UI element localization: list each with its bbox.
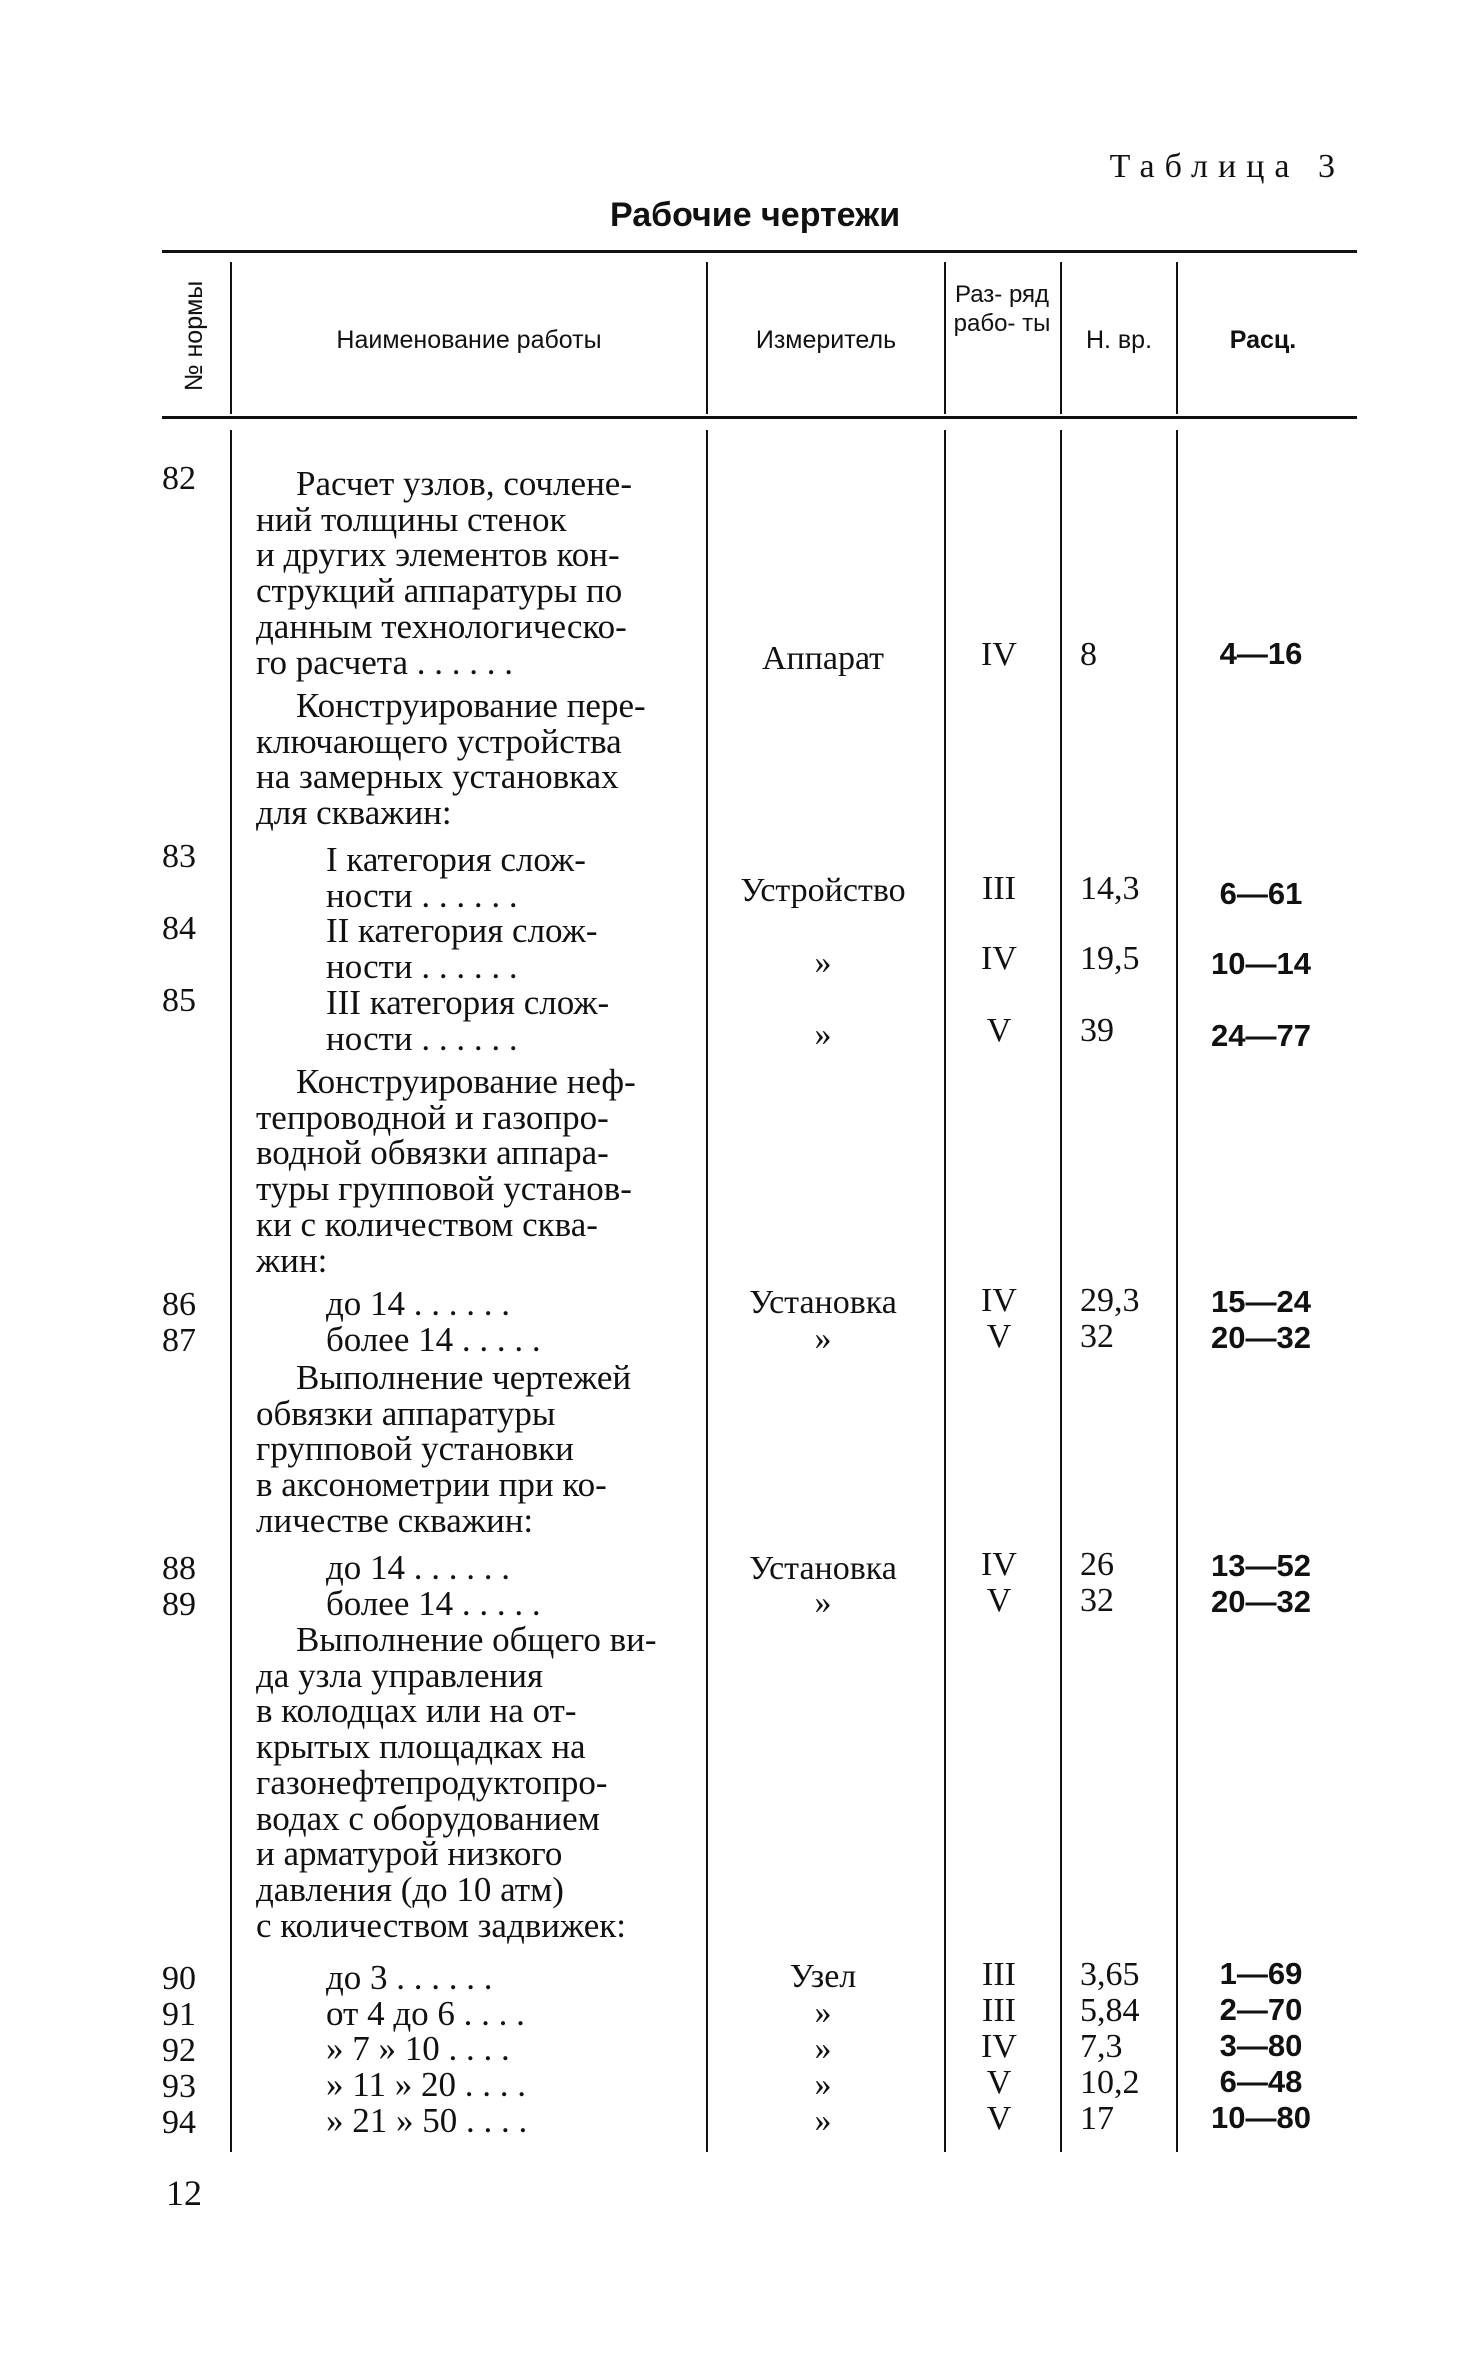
norm-number: 88 [162, 1550, 196, 1587]
hours-cell: 10,2 [1080, 2064, 1140, 2101]
grade-cell: V [986, 1582, 1012, 1619]
unit-cell: » [814, 1994, 832, 2031]
desc-line: от 4 до 6 . . . . [326, 1993, 525, 2033]
rate-cell: 13—52 [1211, 1548, 1311, 1583]
work-description [256, 688, 676, 831]
desc-line: газонефтепродуктопро- [256, 1762, 608, 1802]
hours-cell: 39 [1080, 1012, 1114, 1049]
table-title: Рабочие чертежи [610, 196, 901, 234]
rate-cell: 3—80 [1219, 2028, 1303, 2063]
desc-line: жин: [256, 1240, 328, 1280]
rate-cell: 1—69 [1219, 1956, 1303, 1991]
unit-cell: » [814, 1016, 832, 1053]
hours-cell: 7,3 [1080, 2028, 1123, 2065]
page-number: 12 [166, 2173, 202, 2213]
unit-cell: » [814, 1584, 832, 1621]
hours-cell: 32 [1080, 1318, 1114, 1355]
desc-line: обвязки аппаратуры [256, 1393, 556, 1433]
rate-cell: 24—77 [1211, 1018, 1311, 1053]
desc-line: Конструирование неф- [296, 1062, 636, 1101]
desc-line: с количеством задвижек: [256, 1905, 627, 1945]
work-description [326, 1286, 686, 1357]
desc-line: » 11 » 20 . . . . [326, 2065, 526, 2105]
header-rate: Расц. [1229, 326, 1297, 354]
hours-cell: 8 [1080, 636, 1097, 673]
norm-number: 91 [162, 1996, 196, 2033]
grade-cell: V [986, 2100, 1012, 2137]
desc-line: личестве скважин: [256, 1500, 534, 1540]
rate-cell: 15—24 [1211, 1284, 1311, 1319]
norm-number: 87 [162, 1322, 196, 1359]
body-divider [230, 430, 232, 2152]
grade-cell: V [986, 2064, 1012, 2101]
grade-cell: IV [981, 2028, 1017, 2065]
desc-line: Выполнение общего ви- [296, 1620, 657, 1659]
norm-number: 83 [162, 838, 196, 875]
desc-line: II категория слож- [326, 911, 598, 951]
desc-line: более 14 . . . . . [326, 1319, 541, 1359]
desc-line: струкций аппаратуры по [256, 571, 623, 611]
desc-line: групповой установки [256, 1429, 574, 1469]
hours-cell: 14,3 [1080, 870, 1140, 907]
grade-cell: V [986, 1012, 1012, 1049]
norm-number: 93 [162, 2068, 196, 2105]
desc-line: Конструирование пере- [296, 686, 646, 725]
header-hours: Н. вр. [1085, 326, 1153, 354]
norm-number: 86 [162, 1286, 196, 1323]
grade-cell: III [982, 870, 1016, 907]
header-unit: Измеритель [755, 326, 897, 354]
desc-line: » 21 » 50 . . . . [326, 2100, 528, 2140]
unit-cell: Узел [789, 1958, 857, 1995]
desc-line: на замерных установках [256, 757, 619, 797]
norm-number: 84 [162, 910, 196, 947]
desc-line: ний толщины стенок [256, 499, 567, 539]
grade-cell: IV [981, 1546, 1017, 1583]
grade-cell: III [982, 1956, 1016, 1993]
work-description [326, 842, 686, 1056]
desc-line: ности . . . . . . [326, 1018, 518, 1058]
desc-line: до 14 . . . . . . [326, 1548, 511, 1587]
header-name: Наименование работы [336, 326, 602, 354]
desc-line: данным технологическо- [256, 606, 627, 646]
norm-number: 94 [162, 2104, 196, 2141]
header-top-rule [162, 250, 1357, 253]
hours-cell: 17 [1080, 2100, 1114, 2137]
hours-cell: 29,3 [1080, 1282, 1140, 1319]
desc-line: го расчета . . . . . . [256, 642, 513, 682]
hours-cell: 32 [1080, 1582, 1114, 1619]
work-description [256, 466, 676, 680]
grade-cell: III [982, 1992, 1016, 2029]
rate-cell: 10—14 [1211, 946, 1311, 981]
hours-cell: 3,65 [1080, 1956, 1140, 1993]
grade-cell: V [986, 1318, 1012, 1355]
desc-line: в аксонометрии при ко- [256, 1465, 607, 1505]
desc-line: ки с количеством сква- [256, 1204, 598, 1244]
desc-line: для скважин: [256, 793, 452, 833]
norm-number: 89 [162, 1586, 196, 1623]
norm-number: 92 [162, 2032, 196, 2069]
desc-line: » 7 » 10 . . . . [326, 2029, 510, 2069]
work-description [256, 1064, 676, 1278]
unit-cell: Установка [749, 1550, 897, 1587]
rate-cell: 6—61 [1219, 876, 1303, 911]
rate-cell: 2—70 [1219, 1992, 1303, 2027]
header-norm: № нормы [180, 280, 208, 392]
unit-cell: » [814, 2030, 832, 2067]
desc-line: III категория слож- [326, 982, 610, 1022]
norm-number: 85 [162, 982, 196, 1019]
header-bottom-rule [162, 416, 1357, 419]
table-label: Таблица 3 [1109, 148, 1345, 185]
norm-number: 90 [162, 1960, 196, 1997]
desc-line: водной обвязки аппара- [256, 1133, 609, 1173]
desc-line: ключающего устройства [256, 721, 622, 761]
desc-line: крытых площадках на [256, 1727, 586, 1767]
work-description [256, 1360, 676, 1539]
desc-line: тепроводной и газопро- [256, 1097, 609, 1137]
grade-cell: IV [981, 940, 1017, 977]
unit-cell: Аппарат [761, 640, 885, 677]
desc-line: Расчет узлов, сочлене- [296, 464, 632, 503]
norm-number: 82 [162, 460, 196, 497]
hours-cell: 5,84 [1080, 1992, 1140, 2029]
desc-line: Выполнение чертежей [296, 1358, 632, 1397]
work-description [256, 1622, 676, 1943]
desc-line: в колодцах или на от- [256, 1691, 577, 1731]
desc-line: более 14 . . . . . [326, 1583, 541, 1623]
desc-line: I категория слож- [326, 840, 586, 879]
desc-line: ности . . . . . . [326, 875, 518, 915]
desc-line: ности . . . . . . [326, 947, 518, 987]
desc-line: и арматурой низкого [256, 1834, 563, 1874]
desc-line: до 3 . . . . . . [326, 1958, 493, 1997]
work-description [326, 1550, 686, 1621]
hours-cell: 19,5 [1080, 940, 1140, 977]
desc-line: туры групповой установ- [256, 1169, 632, 1209]
hours-cell: 26 [1080, 1546, 1114, 1583]
unit-cell: » [814, 1320, 832, 1357]
desc-line: давления (до 10 атм) [256, 1869, 564, 1909]
unit-cell: » [814, 944, 832, 981]
grade-cell: IV [981, 1282, 1017, 1319]
unit-cell: » [814, 2066, 832, 2103]
header-divider [944, 262, 946, 414]
header-grade: Раз- ряд рабо- ты [953, 281, 1051, 337]
desc-line: водах с оборудованием [256, 1798, 600, 1838]
desc-line: да узла управления [256, 1655, 544, 1695]
unit-cell: » [814, 2102, 832, 2139]
body-divider [1060, 430, 1062, 2152]
desc-line: и других элементов кон- [256, 535, 620, 575]
rate-cell: 4—16 [1219, 636, 1303, 671]
desc-line: до 14 . . . . . . [326, 1284, 511, 1323]
rate-cell: 20—32 [1211, 1584, 1311, 1619]
work-description [326, 1960, 686, 2139]
rate-cell: 6—48 [1219, 2064, 1303, 2099]
unit-cell: Устройство [740, 872, 906, 909]
rate-cell: 20—32 [1211, 1320, 1311, 1355]
grade-cell: IV [981, 636, 1017, 673]
rate-cell: 10—80 [1211, 2100, 1311, 2135]
unit-cell: Установка [749, 1284, 897, 1321]
